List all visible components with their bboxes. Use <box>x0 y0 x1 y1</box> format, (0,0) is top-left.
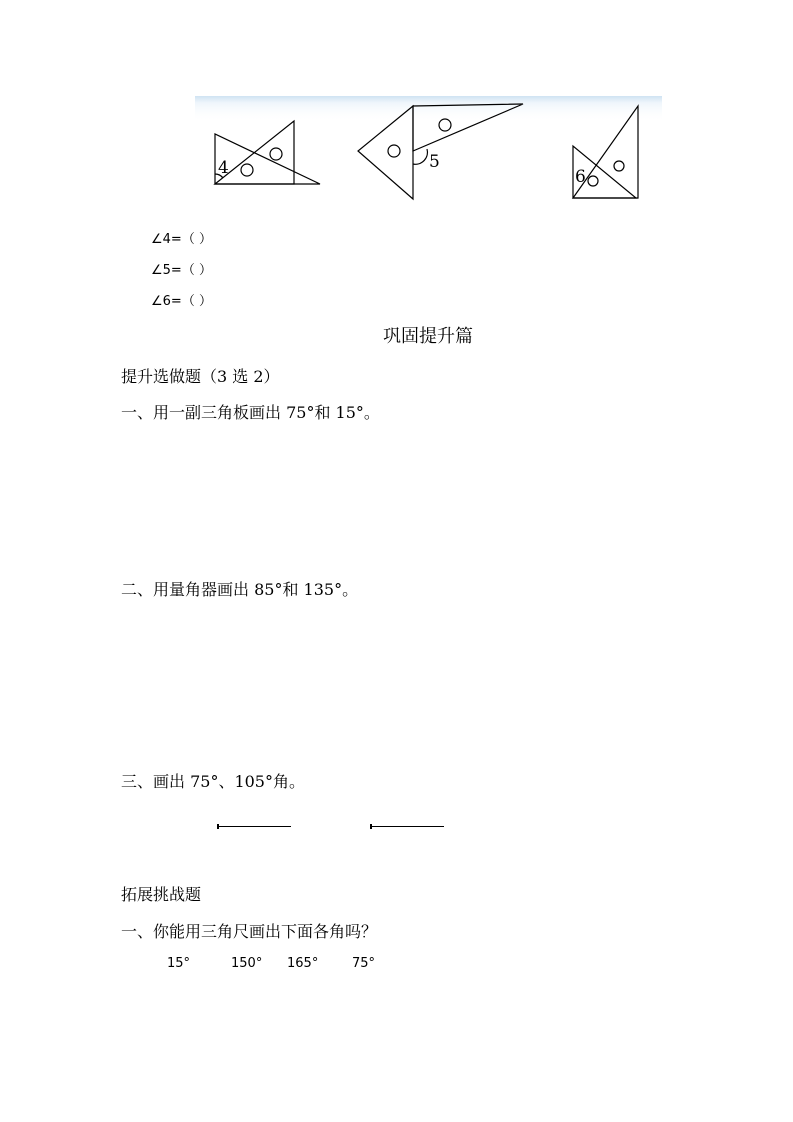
challenge-heading: 拓展挑战题 <box>121 885 202 904</box>
ruler-hole-3a <box>588 176 598 186</box>
angle-symbol-5: ∠ <box>151 263 163 278</box>
section-title: 巩固提升篇 <box>383 326 473 347</box>
figure-background-band <box>195 96 662 122</box>
ruler-hole-1b <box>270 148 282 160</box>
degree-15: 15° <box>167 956 191 971</box>
ruler-hole-2a <box>388 145 400 157</box>
angle-4-label: 4 <box>218 158 229 178</box>
ruler-hole-3b <box>614 161 624 171</box>
ruler-hole-1a <box>241 164 253 176</box>
angle-symbol-4: ∠ <box>151 232 163 247</box>
improve-question-2: 二、用量角器画出 85°和 135°。 <box>121 580 359 599</box>
angle-4-answer: ∠4=（ ） <box>151 232 212 247</box>
angle-symbol-6: ∠ <box>151 294 163 309</box>
degree-75: 75° <box>352 956 376 971</box>
improve-question-3: 三、画出 75°、105°角。 <box>121 772 305 791</box>
triangle-rulers-figure <box>195 96 662 204</box>
improve-heading: 提升选做题（3 选 2） <box>121 367 280 386</box>
ruler-pair-angle-4 <box>215 121 320 184</box>
ray-segment-1 <box>217 826 291 827</box>
angle-5-label: 5 <box>429 152 440 172</box>
challenge-question-1: 一、你能用三角尺画出下面各角吗？ <box>121 922 378 941</box>
degree-165: 165° <box>287 956 319 971</box>
angle-6-answer: ∠6=（ ） <box>151 294 212 309</box>
angle-5-arc <box>413 149 427 164</box>
ray-segment-2 <box>370 826 444 827</box>
improve-question-1: 一、用一副三角板画出 75°和 15°。 <box>121 403 380 422</box>
angle-5-answer: ∠5=（ ） <box>151 263 212 278</box>
degree-150: 150° <box>231 956 263 971</box>
angle-6-label: 6 <box>575 167 586 187</box>
